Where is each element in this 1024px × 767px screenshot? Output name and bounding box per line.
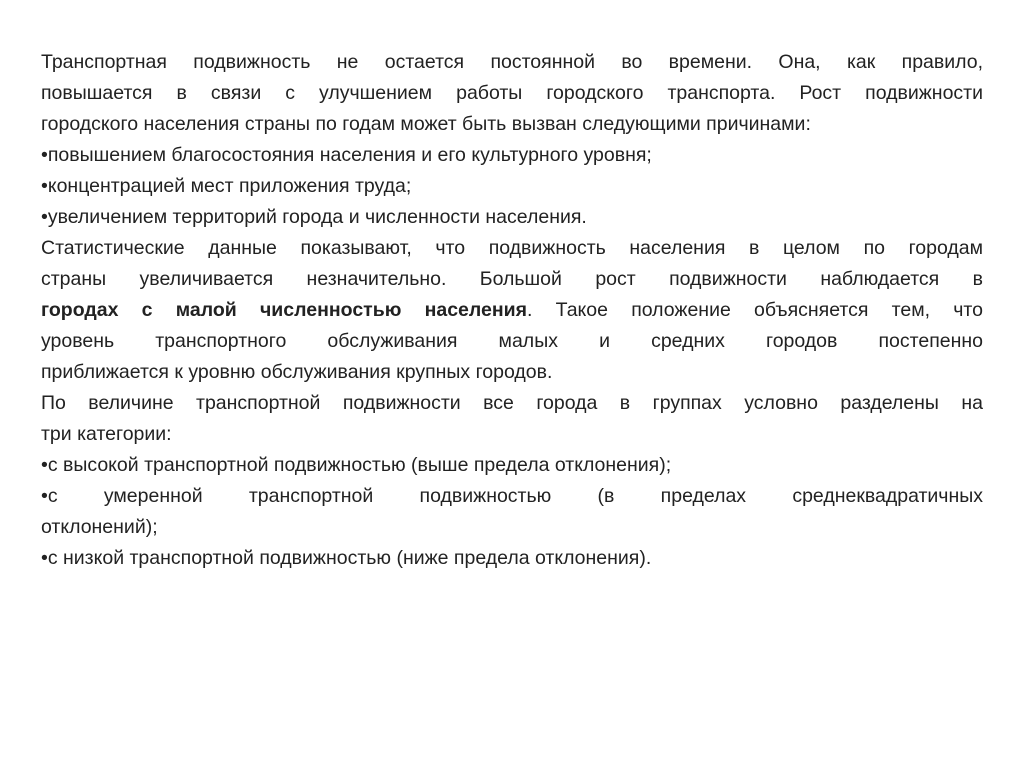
paragraph1-line1: Транспортная подвижность не остается постоянной во времени. Она, как правило, bbox=[41, 51, 983, 73]
paragraph1-line3: городского населения страны по годам может быть вызван следующими причинами: bbox=[41, 113, 811, 135]
category-item-moderate: •с умеренной транспортной подвижностью (в пределах среднеквадратичных bbox=[41, 485, 983, 507]
paragraph3-line1: По величине транспортной подвижности все города в группах условно разделены на bbox=[41, 392, 983, 414]
paragraph2-line5: приближается к уровню обслуживания крупных городов. bbox=[41, 361, 553, 383]
paragraph2-line2: страны увеличивается незначительно. Большой рост подвижности наблюдается в bbox=[41, 268, 983, 290]
paragraph2-line3-rest: . Такое положение объясняется тем, что bbox=[527, 299, 983, 321]
paragraph2-line3 bbox=[41, 295, 983, 326]
reason-item: •увеличением территорий города и численности населения. bbox=[41, 206, 587, 228]
slide-text-body bbox=[41, 47, 983, 574]
category-item-high: •с высокой транспортной подвижностью (выше предела отклонения); bbox=[41, 454, 672, 476]
bold-emphasis: городах с малой численностью населения bbox=[41, 299, 528, 321]
paragraph1-line2: повышается в связи с улучшением работы городского транспорта. Рост подвижности bbox=[41, 82, 983, 104]
reason-item: •повышением благосостояния населения и его культурного уровня; bbox=[41, 144, 652, 166]
paragraph3-line2: три категории: bbox=[41, 423, 172, 445]
category-item-moderate-cont: отклонений); bbox=[41, 516, 158, 538]
reason-item: •концентрацией мест приложения труда; bbox=[41, 175, 412, 197]
paragraph2-line4: уровень транспортного обслуживания малых и средних городов постепенно bbox=[41, 330, 983, 352]
paragraph2-line1: Статистические данные показывают, что подвижность населения в целом по городам bbox=[41, 237, 983, 259]
category-item-low: •с низкой транспортной подвижностью (ниже предела отклонения). bbox=[41, 547, 652, 569]
